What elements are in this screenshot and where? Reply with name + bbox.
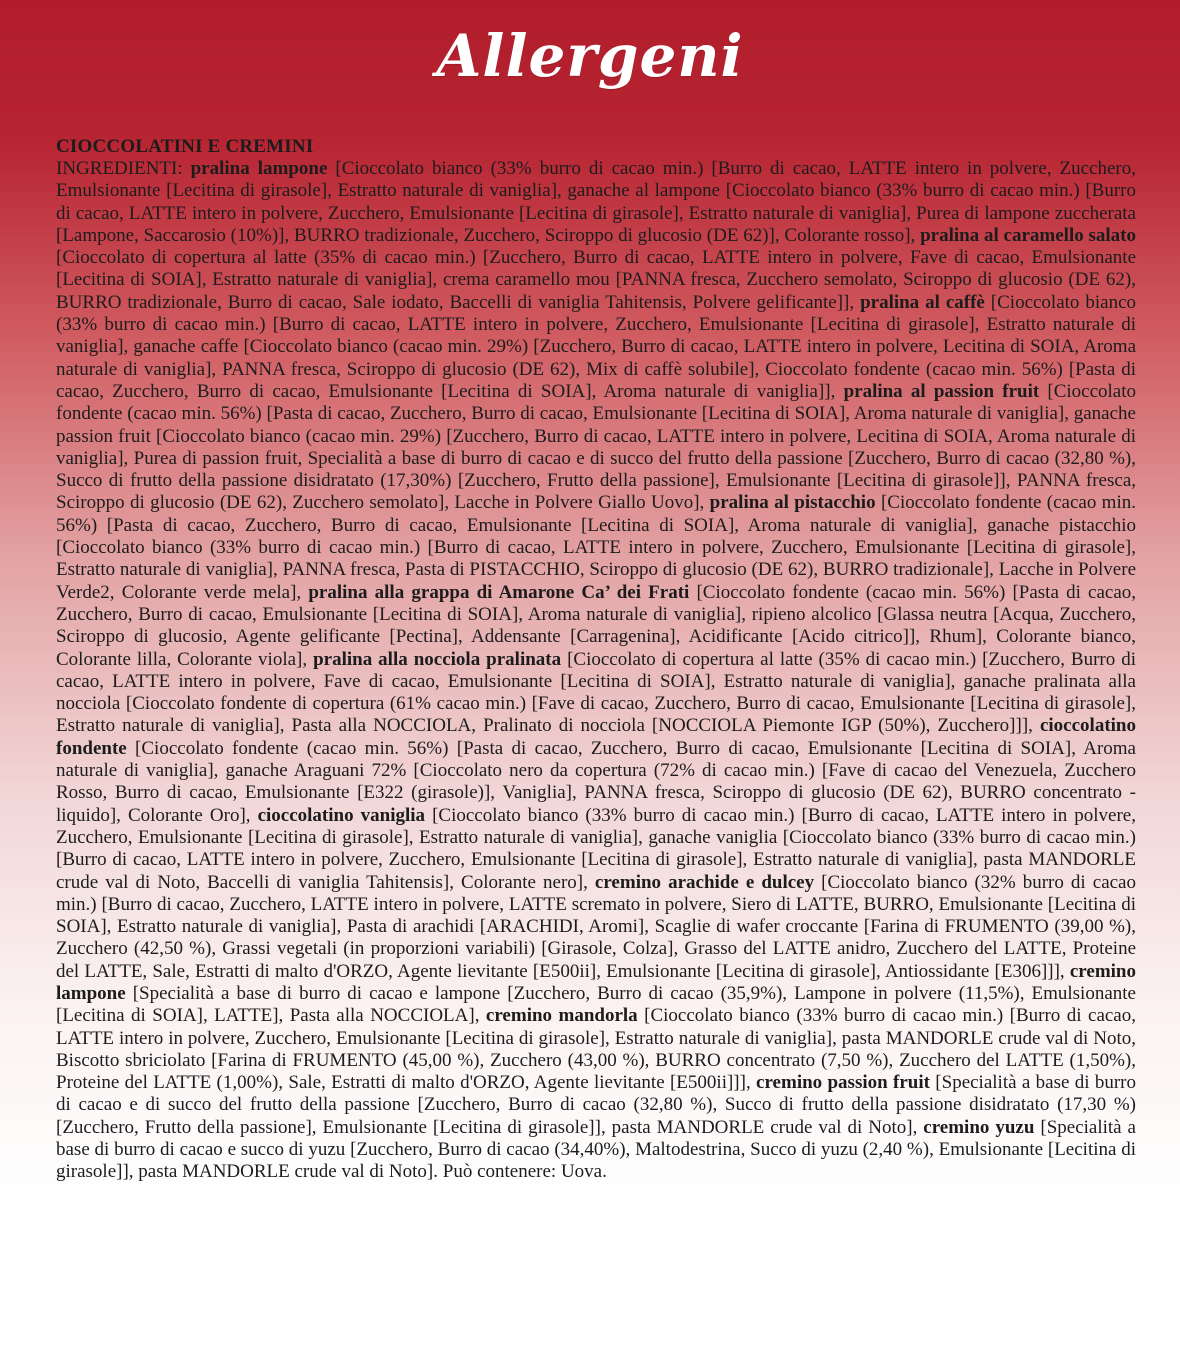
allergen-section bbox=[56, 136, 1136, 1184]
product-name: pralina alla nocciola pralinata bbox=[313, 648, 562, 670]
ingredient-text: [Cioccolato bianco (33% burro di cacao min.) [Burro di cacao, LATTE intero in polvere, Zucchero, Emulsionante [Lecitina di girasole], Estratto naturale di vaniglia], ganache al lampone [Cioccolato bianco (33% burro di cacao min.) [Burro di cacao, LATTE intero in polvere, Zucchero, Emulsionante [Lecitina di girasole], Estratto naturale di vaniglia], Purea di lampone zuccherata [Lampone, Saccarosio (10%)], BURRO tradizionale, Zucchero, Sciroppo di glucosio (DE 62)], Colorante rosso], bbox=[56, 158, 1136, 246]
ingredient-text: [Cioccolato fondente (cacao min. 56%) [Pasta di cacao, Zucchero, Burro di cacao, Emulsionante [Lecitina di SOIA], Aroma naturale di vaniglia], ganache pistacchio [Cioccolato bianco (33% burro di cacao min.) [Burro di cacao, LATTE intero in polvere, Zucchero, Emulsionante [Lecitina di girasole], Estratto naturale di vaniglia], PANNA fresca, Pasta di PISTACCHIO, Sciroppo di glucosio (DE 62), BURRO tradizionale], Lacche in Polvere Verde2, Colorante verde mela], bbox=[56, 492, 1136, 603]
ingredient-text: [Cioccolato bianco (33% burro di cacao min.) [Burro di cacao, LATTE intero in polvere, Zucchero, Emulsionante [Lecitina di girasole], Estratto naturale di vaniglia], ganache caffe [Cioccolato bianco (cacao min. 29%) [Zucchero, Burro di cacao, LATTE intero in polvere, Lecitina di SOIA, Aroma naturale di vaniglia], PANNA fresca, Sciroppo di glucosio (DE 62), Mix di caffè solubile], Cioccolato fondente (cacao min. 56%) [Pasta di cacao, Zucchero, Burro di cacao, Emulsionante [Lecitina di SOIA], Aroma naturale di vaniglia]], bbox=[56, 291, 1137, 402]
ingredient-text: INGREDIENTI: bbox=[56, 158, 191, 179]
product-name: cioccolatino fondente bbox=[56, 715, 1136, 759]
page-title: Allergeni bbox=[436, 22, 744, 90]
ingredient-text: [Cioccolato di copertura al latte (35% di cacao min.) [Zucchero, Burro di cacao, LATTE intero in polvere, Fave di cacao, Emulsionante [Lecitina di SOIA], Estratto naturale di vaniglia], ganache pralinata alla nocciola [Cioccolato fondente di copertura (61% cacao min.) [Fave di cacao, Zucchero, Burro di cacao, Emulsionante [Lecitina di girasole], Estratto naturale di vaniglia], Pasta alla NOCCIOLA, Pralinato di nocciola [NOCCIOLA Piemonte IGP (50%), Zucchero]]], bbox=[56, 648, 1137, 737]
ingredient-text: [Cioccolato bianco (33% burro di cacao min.) [Burro di cacao, LATTE intero in polvere, Zucchero, Emulsionante [Lecitina di girasole], Estratto naturale di vaniglia], pasta MANDORLE crude val di Noto, Biscotto sbriciolato [Farina di FRUMENTO (45,00 %), Zucchero (43,00 %), BURRO concentrato (7,50 %), Zucchero del LATTE (1,50%), Proteine del LATTE (1,00%), Sale, Estratti di malto d'ORZO, Agente lievitante [E500ii]]], bbox=[56, 1005, 1136, 1094]
product-name: cremino lampone bbox=[56, 960, 1136, 1004]
ingredient-text: [Cioccolato fondente (cacao min. 56%) [Pasta di cacao, Zucchero, Burro di cacao, Emulsionante [Lecitina di SOIA], Aroma naturale di vaniglia], ganache passion fruit [Cioccolato bianco (cacao min. 29%) [Zucchero, Burro di cacao, LATTE intero in polvere, Lecitina di SOIA, Aroma naturale di vaniglia], Purea di passion fruit, Specialità a base di burro di cacao e di succo del frutto della passione [Zucchero, Burro di cacao (32,80 %), Succo di frutto della passione disidratato (17,30%) [Zucchero, Frutto della passione], Emulsionante [Lecitina di girasole]], PANNA fresca, Sciroppo di glucosio (DE 62), Zucchero semolato], Lacche in Polvere Giallo Uovo], bbox=[56, 380, 1136, 514]
product-name: pralina al pistacchio bbox=[709, 492, 876, 514]
product-name: pralina alla grappa di Amarone Ca’ dei Frati bbox=[308, 581, 690, 603]
ingredient-text: [Cioccolato fondente (cacao min. 56%) [Pasta di cacao, Zucchero, Burro di cacao, Emulsionante [Lecitina di SOIA], Aroma naturale di vaniglia], ganache Araguani 72% [Cioccolato nero da copertura (72% di cacao min.) [Fave di cacao del Venezuela, Zucchero Rosso, Burro di cacao, Emulsionante [E322 (girasole)], Vaniglia], PANNA fresca, Sciroppo di glucosio (DE 62), BURRO concentrato - liquido], Colorante Oro], bbox=[56, 737, 1136, 826]
product-name: cremino passion fruit bbox=[756, 1072, 930, 1094]
product-name: pralina al caramello salato bbox=[920, 224, 1137, 246]
ingredient-text: [Cioccolato fondente (cacao min. 56%) [Pasta di cacao, Zucchero, Burro di cacao, Emulsionante [Lecitina di SOIA], Aroma naturale di vaniglia], ripieno alcolico [Glassa neutra [Acqua, Zucchero, Sciroppo di glucosio, Agente gelificante [Pectina], Addensante [Carragenina], Acidificante [Acido citrico]], Rhum], Colorante bianco, Colorante lilla, Colorante viola], bbox=[56, 581, 1136, 670]
ingredient-text: [Cioccolato bianco (32% burro di cacao min.) [Burro di cacao, Zucchero, LATTE intero in polvere, LATTE scremato in polvere, Siero di LATTE, BURRO, Emulsionante [Lecitina di SOIA], Estratto naturale di vaniglia], Pasta di arachidi [ARACHIDI, Aromi], Scaglie di wafer croccante [Farina di FRUMENTO (39,00 %), Zucchero (42,50 %), Grassi vegetali (in proporzioni variabili) [Girasole, Colza], Grasso del LATTE anidro, Zucchero del LATTE, Proteine del LATTE, Sale, Estratti di malto d'ORZO, Agente lievitante [E500ii], Emulsionante [Lecitina di girasole], Antiossidante [E306]]], bbox=[56, 871, 1136, 982]
ingredient-text: [Specialità a base di burro di cacao e lampone [Zucchero, Burro di cacao (35,9%), Lampone in polvere (11,5%), Emulsionante [Lecitina di SOIA], LATTE], Pasta alla NOCCIOLA], bbox=[56, 982, 1136, 1027]
ingredient-text: [Specialità a base di burro di cacao e di succo del frutto della passione [Zucchero, Burro di cacao (32,80 %), Succo di frutto della passione disidratato (17,30 %) [Zucchero, Frutto della passione], Emulsionante [Lecitina di girasole]], pasta MANDORLE crude val di Noto], bbox=[56, 1072, 1136, 1138]
product-name: cioccolatino vaniglia bbox=[257, 804, 426, 826]
product-name: cremino mandorla bbox=[485, 1005, 638, 1027]
section-heading: CIOCCOLATINI E CREMINI bbox=[56, 136, 314, 157]
product-name: pralina lampone bbox=[190, 158, 328, 179]
ingredient-text: [Specialità a base di burro di cacao e succo di yuzu [Zucchero, Burro di cacao (34,40%), Maltodestrina, Succo di yuzu (2,40 %), Emulsionante [Lecitina di girasole]], pasta MANDORLE crude val di Noto]. Può contenere: Uova. bbox=[56, 1116, 1136, 1183]
product-name: pralina al caffè bbox=[860, 291, 985, 313]
product-name: cremino yuzu bbox=[923, 1116, 1035, 1138]
product-name: pralina al passion fruit bbox=[843, 380, 1040, 402]
product-name: cremino arachide e dulcey bbox=[594, 871, 815, 893]
ingredient-text: [Cioccolato bianco (33% burro di cacao min.) [Burro di cacao, LATTE intero in polvere, Zucchero, Emulsionante [Lecitina di girasole], Estratto naturale di vaniglia], ganache vaniglia [Cioccolato bianco (33% burro di cacao min.) [Burro di cacao, LATTE intero in polvere, Zucchero, Emulsionante [Lecitina di girasole], Estratto naturale di vaniglia], pasta MANDORLE crude val di Noto, Baccelli di vaniglia Tahitensis], Colorante nero], bbox=[56, 804, 1136, 893]
ingredient-text: [Cioccolato di copertura al latte (35% di cacao min.) [Zucchero, Burro di cacao, LATTE intero in polvere, Fave di cacao, Emulsionante [Lecitina di SOIA], Estratto naturale di vaniglia], crema caramello mou [PANNA fresca, Zucchero semolato, Sciroppo di glucosio (DE 62), BURRO tradizionale, Burro di cacao, Sale iodato, Baccelli di vaniglia Tahitensis, Polvere gelificante]], bbox=[56, 247, 1136, 313]
ingredients-paragraph bbox=[56, 158, 1136, 1184]
